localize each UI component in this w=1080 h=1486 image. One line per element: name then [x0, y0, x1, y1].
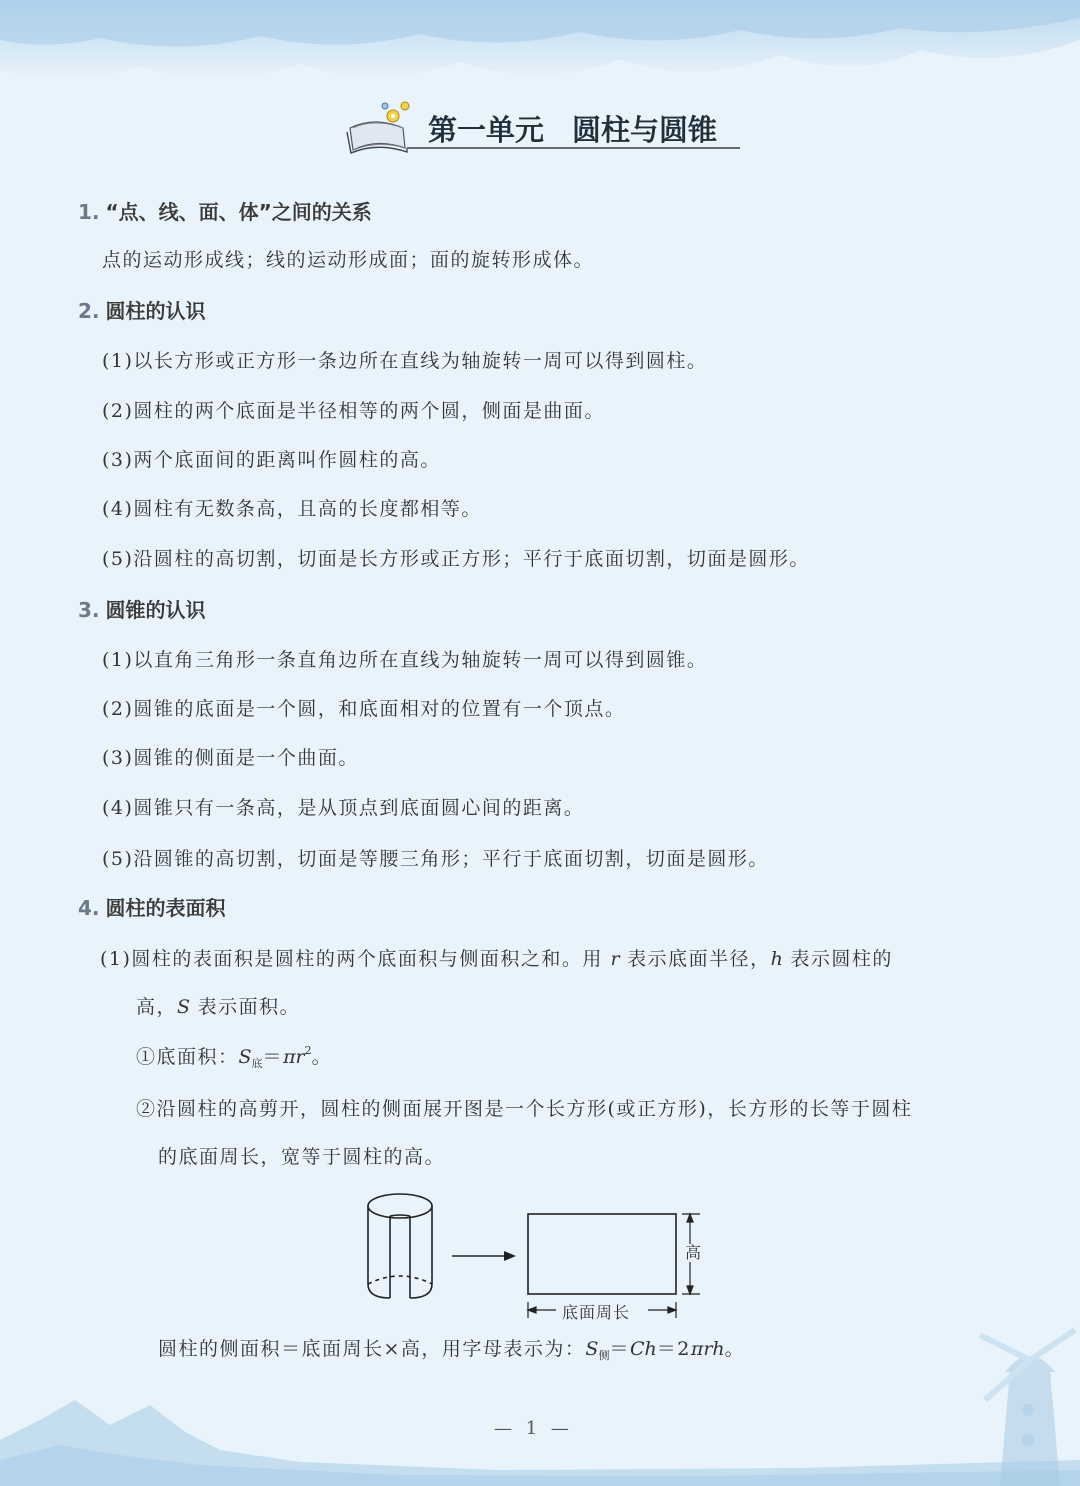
- equals-sign: ＝: [609, 1338, 630, 1360]
- text-run: (1)圆柱的表面积是圆柱的两个底面积与侧面积之和。用: [100, 948, 603, 970]
- unit-title: 圆柱与圆锥: [572, 113, 718, 147]
- open-cylinder-drawing: [368, 1194, 432, 1298]
- variable-h: h: [770, 948, 783, 970]
- expression: πrh: [690, 1338, 725, 1360]
- equals-sign: ＝: [656, 1338, 678, 1360]
- variable-S: S: [585, 1338, 599, 1360]
- text-run: 高，: [136, 996, 178, 1018]
- unit-number: 第一单元: [428, 113, 545, 147]
- section-title: 圆柱的表面积: [105, 896, 226, 920]
- text-run: 表示面积。: [197, 996, 301, 1018]
- section-1-heading: [78, 196, 372, 225]
- section-title: “点、线、面、体”之间的关系: [105, 200, 372, 224]
- section-3-line-1: (1)以直角三角形一条直角边所在直线为轴旋转一周可以得到圆锥。: [102, 649, 708, 671]
- section-2-line-2: (2)圆柱的两个底面是半径相等的两个圆，侧面是曲面。: [102, 400, 605, 422]
- section-2-heading: [78, 295, 206, 324]
- cylinder-unfold-figure: [360, 1186, 720, 1326]
- base-area-formula: [136, 1042, 332, 1071]
- text-run: ①底面积：: [136, 1046, 239, 1068]
- text-run: 表示圆柱的: [790, 948, 893, 970]
- variable-r: r: [610, 948, 620, 970]
- section-3-line-3: (3)圆锥的侧面是一个曲面。: [102, 747, 359, 769]
- height-label: 高: [685, 1243, 703, 1262]
- text-run: 表示底面半径，: [627, 948, 771, 970]
- variable-S: S: [177, 996, 191, 1018]
- unrolled-rectangle: [528, 1214, 676, 1294]
- section-title: 圆柱的认识: [105, 299, 206, 323]
- section-3-line-5: (5)沿圆锥的高切割，切面是等腰三角形；平行于底面切割，切面是圆形。: [102, 848, 769, 870]
- variable-S: S: [238, 1046, 252, 1068]
- expression: πr: [283, 1046, 305, 1068]
- section-2-line-5: (5)沿圆柱的高切割，切面是长方形或正方形；平行于底面切割，切面是圆形。: [102, 548, 810, 570]
- section-2-line-4: (4)圆柱有无数条高，且高的长度都相等。: [102, 498, 482, 520]
- section-number: 1.: [78, 200, 100, 224]
- section-4-paragraph-1-line-1: [100, 944, 893, 971]
- section-title: 圆锥的认识: [105, 598, 206, 622]
- page-title: [428, 108, 717, 149]
- coefficient: 2: [677, 1338, 691, 1360]
- section-number: 4.: [78, 896, 100, 920]
- section-2-line-1: (1)以长方形或正方形一条边所在直线为轴旋转一周可以得到圆柱。: [102, 350, 708, 372]
- lateral-unfold-line-1: ②沿圆柱的高剪开，圆柱的侧面展开图是一个长方形(或正方形)，长方形的长等于圆柱: [136, 1098, 913, 1120]
- arrow-right-icon: [452, 1251, 516, 1261]
- section-number: 2.: [78, 299, 100, 323]
- expression: Ch: [629, 1338, 657, 1360]
- section-number: 3.: [78, 598, 100, 622]
- page-number: — 1 —: [494, 1418, 573, 1439]
- text-run: 。: [724, 1338, 746, 1360]
- section-3-line-4: (4)圆锥只有一条高，是从顶点到底面圆心间的距离。: [102, 797, 585, 819]
- section-4-paragraph-1-line-2: [136, 992, 300, 1019]
- subscript: 侧: [598, 1349, 610, 1362]
- section-1-line-1: 点的运动形成线；线的运动形成面；面的旋转形成体。: [102, 249, 595, 271]
- section-3-line-2: (2)圆锥的底面是一个圆，和底面相对的位置有一个顶点。: [102, 698, 626, 720]
- equals-sign: ＝: [262, 1046, 284, 1068]
- section-4-heading: [78, 892, 226, 921]
- exponent: 2: [304, 1044, 312, 1057]
- section-2-line-3: (3)两个底面间的距离叫作圆柱的高。: [102, 449, 441, 471]
- text-run: 圆柱的侧面积＝底面周长×高，用字母表示为：: [158, 1338, 586, 1360]
- text-run: 。: [311, 1046, 333, 1068]
- subscript: 底: [251, 1057, 263, 1070]
- lateral-area-formula: [158, 1334, 745, 1363]
- width-label: 底面周长: [562, 1303, 631, 1322]
- section-3-heading: [78, 594, 206, 623]
- lateral-unfold-line-2: 的底面周长，宽等于圆柱的高。: [158, 1146, 446, 1168]
